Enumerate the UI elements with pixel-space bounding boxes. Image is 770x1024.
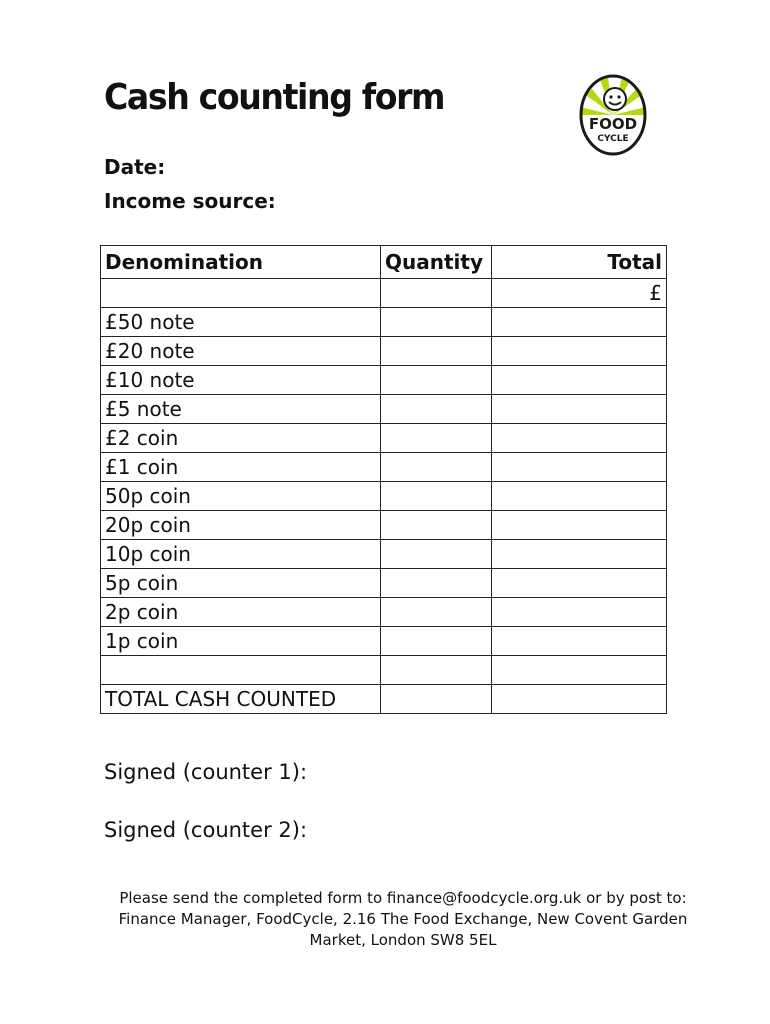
date-label: Date:	[104, 155, 166, 179]
blank-row	[101, 656, 667, 685]
logo-text-cycle: CYCLE	[597, 134, 629, 144]
table-row	[101, 366, 667, 395]
page-title: Cash counting form	[104, 77, 445, 118]
currency-row	[101, 279, 667, 308]
denomination-label: 2p coin	[101, 598, 381, 627]
denomination-label: 20p coin	[101, 511, 381, 540]
grand-total-cell[interactable]	[492, 685, 667, 714]
signature-counter-1-label: Signed (counter 1):	[104, 760, 308, 784]
table-row	[101, 511, 667, 540]
total-cell[interactable]	[492, 366, 667, 395]
quantity-cell[interactable]	[381, 598, 492, 627]
denomination-label: £50 note	[101, 308, 381, 337]
table-header-row	[101, 246, 667, 279]
quantity-cell[interactable]	[381, 308, 492, 337]
blank-cell	[101, 656, 381, 685]
total-cell[interactable]	[492, 511, 667, 540]
footer-line-2: Finance Manager, FoodCycle, 2.16 The Food Exchange, New Covent Garden	[118, 910, 688, 928]
blank-quantity-cell[interactable]	[381, 656, 492, 685]
table-row	[101, 308, 667, 337]
table-row	[101, 424, 667, 453]
quantity-cell[interactable]	[381, 337, 492, 366]
denomination-label: £10 note	[101, 366, 381, 395]
blank-total-cell[interactable]	[492, 656, 667, 685]
total-cell[interactable]	[492, 569, 667, 598]
total-cell[interactable]	[492, 540, 667, 569]
denomination-label: £1 coin	[101, 453, 381, 482]
table-row	[101, 540, 667, 569]
total-cell[interactable]	[492, 424, 667, 453]
header-quantity: Quantity	[381, 246, 492, 279]
quantity-cell[interactable]	[381, 569, 492, 598]
quantity-cell[interactable]	[381, 366, 492, 395]
quantity-cell[interactable]	[381, 511, 492, 540]
denomination-label: £5 note	[101, 395, 381, 424]
total-cell[interactable]	[492, 308, 667, 337]
footer-instructions	[100, 888, 706, 951]
quantity-cell[interactable]	[381, 540, 492, 569]
total-quantity-cell[interactable]	[381, 685, 492, 714]
total-cell[interactable]	[492, 627, 667, 656]
total-cell[interactable]	[492, 337, 667, 366]
quantity-cell[interactable]	[381, 395, 492, 424]
total-cell[interactable]	[492, 482, 667, 511]
quantity-cell[interactable]	[381, 424, 492, 453]
income-source-label: Income source:	[104, 189, 276, 213]
total-cell[interactable]	[492, 598, 667, 627]
total-cell[interactable]	[492, 395, 667, 424]
currency-row-blank	[101, 279, 381, 308]
cash-count-table	[100, 245, 667, 714]
quantity-cell[interactable]	[381, 482, 492, 511]
table-row	[101, 453, 667, 482]
denomination-label: 5p coin	[101, 569, 381, 598]
table-row	[101, 337, 667, 366]
foodcycle-logo	[578, 73, 648, 157]
currency-symbol: £	[492, 279, 667, 308]
table-row	[101, 482, 667, 511]
header-denomination: Denomination	[101, 246, 381, 279]
total-row	[101, 685, 667, 714]
header-total: Total	[492, 246, 667, 279]
table-row	[101, 627, 667, 656]
logo-text-food: FOOD	[588, 115, 638, 133]
denomination-label: 1p coin	[101, 627, 381, 656]
footer-line-3: Market, London SW8 5EL	[309, 931, 497, 949]
quantity-cell[interactable]	[381, 453, 492, 482]
denomination-label: 10p coin	[101, 540, 381, 569]
footer-line-1: Please send the completed form to finance@foodcycle.org.uk or by post to:	[119, 889, 687, 907]
quantity-cell[interactable]	[381, 627, 492, 656]
currency-row-quantity-cell[interactable]	[381, 279, 492, 308]
table-row	[101, 598, 667, 627]
table-row	[101, 395, 667, 424]
signature-counter-2-label: Signed (counter 2):	[104, 818, 308, 842]
table-row	[101, 569, 667, 598]
denomination-label: £20 note	[101, 337, 381, 366]
denomination-label: £2 coin	[101, 424, 381, 453]
total-cash-counted-label: TOTAL CASH COUNTED	[101, 685, 381, 714]
total-cell[interactable]	[492, 453, 667, 482]
denomination-label: 50p coin	[101, 482, 381, 511]
